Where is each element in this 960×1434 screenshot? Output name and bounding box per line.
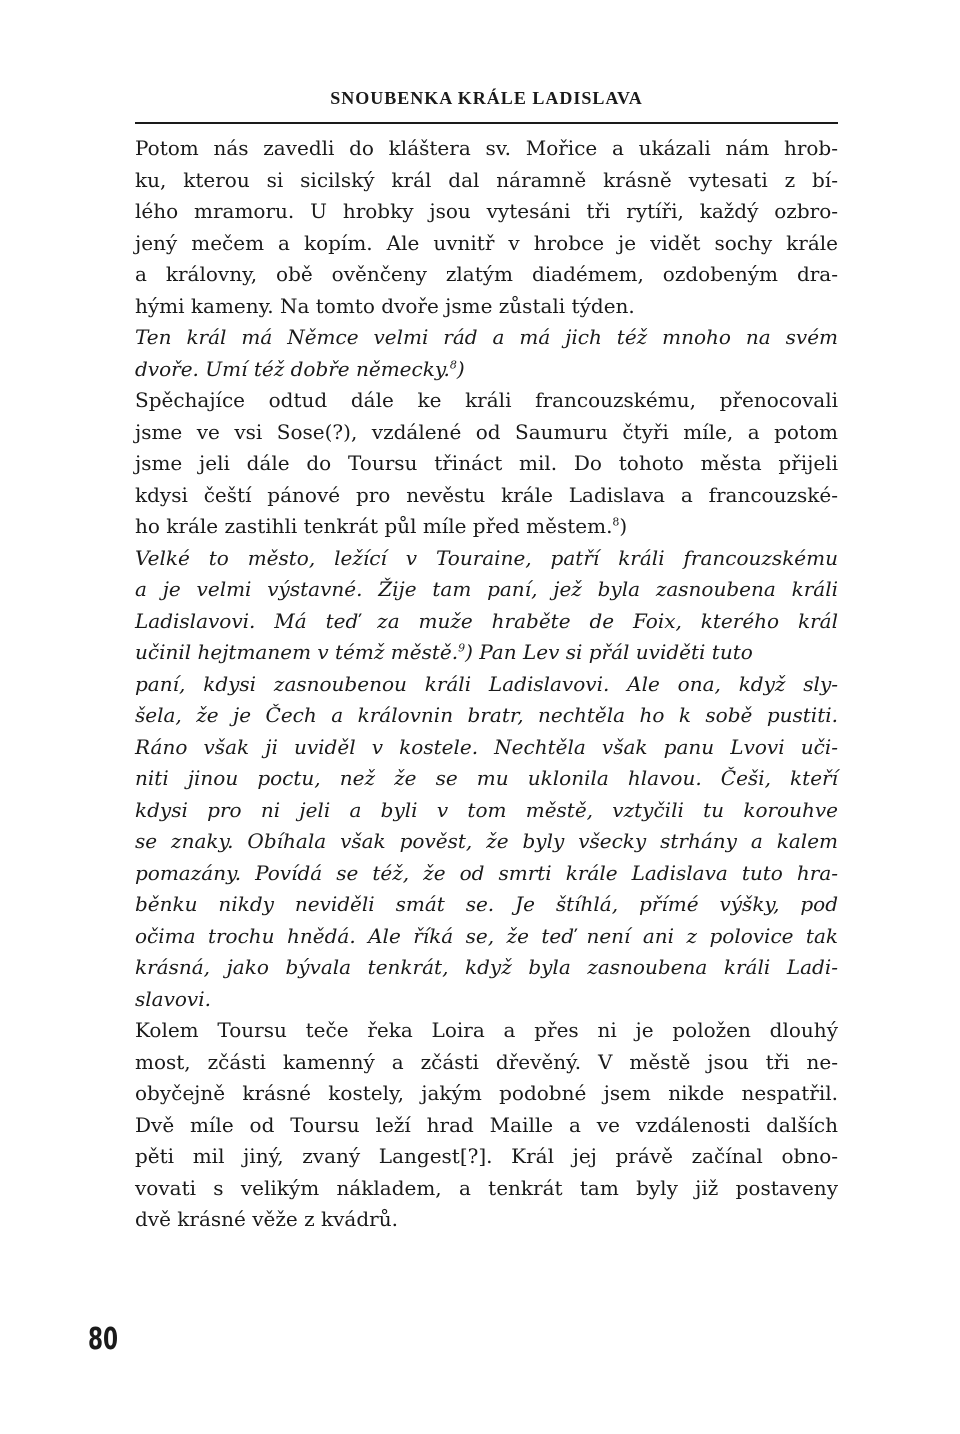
text-line <box>135 574 838 606</box>
text-line <box>135 1047 838 1079</box>
text-line-continuation: ) Pan Lev si přál uviděti tuto <box>465 640 753 664</box>
text-line-continuation: ) <box>619 514 628 538</box>
text-line-content: očima trochu hnědá. Ale říká se, že teď není ani z polovice tak <box>135 923 838 948</box>
text-line-content: ku, kterou si sicilský král dal náramně krásně vytesati z bí- <box>135 167 838 192</box>
text-line <box>135 228 838 260</box>
text-line-content: lého mramoru. U hrobky jsou vytesáni tři rytíři, každý ozbro- <box>135 199 838 223</box>
text-line-content: jsme jeli dále do Toursu třináct mil. Do tohoto města přijeli <box>135 451 838 475</box>
text-line <box>135 889 838 921</box>
footnote-mark: 8 <box>612 515 620 529</box>
text-line-content: vovati s velikým nákladem, a tenkrát tam byly již postaveny <box>135 1175 838 1200</box>
text-line <box>135 385 838 417</box>
text-line <box>135 669 838 701</box>
text-line-content: a královny, obě ověnčeny zlatým diadémem, ozdobeným dra- <box>135 262 838 286</box>
text-line-content: dvoře. Umí též dobře německy. <box>135 356 450 381</box>
text-line-content: Ladislavovi. Má teď za muže hraběte de Foix, kterého král <box>135 608 838 633</box>
text-line-content: most, zčásti kamenný a zčásti dřevěný. V městě jsou tři ne- <box>135 1049 838 1074</box>
text-line-content: učinil hejtmanem v témž městě. <box>135 640 459 664</box>
text-line-content: šela, že je Čech a královnin bratr, nechtěla ho k sobě pustiti. <box>135 703 838 727</box>
text-line-content: ho krále zastihli tenkrát půl míle před městem. <box>135 514 613 538</box>
text-line <box>135 417 838 449</box>
page-number: 80 <box>88 1322 119 1357</box>
text-line <box>135 1141 838 1173</box>
text-line-content: dvě krásné věže z kvádrů. <box>135 1207 398 1231</box>
text-line <box>135 637 838 669</box>
text-line <box>135 259 838 291</box>
text-line <box>135 1078 838 1110</box>
text-line-content: kdysi pro ni jeli a byli v tom městě, vztyčili tu korouhve <box>135 797 838 822</box>
text-line-continuation: ) <box>456 356 465 381</box>
text-line <box>135 700 838 732</box>
text-line-content: Spěchajíce odtud dále ke králi francouzskému, přenocovali <box>135 388 838 412</box>
text-line-content: krásná, jako bývala tenkrát, když byla zasnoubena králi Ladi- <box>135 955 838 979</box>
text-line-content: jený mečem a kopím. Ale uvnitř v hrobce je vidět sochy krále <box>135 230 838 255</box>
text-line <box>135 196 838 228</box>
text-line <box>135 543 838 575</box>
text-line-content: hými kameny. Na tomto dvoře jsme zůstali týden. <box>135 293 635 318</box>
text-line <box>135 984 838 1016</box>
text-line <box>135 165 838 197</box>
text-line <box>135 133 838 165</box>
text-line-content: běnku nikdy neviděli smát se. Je štíhlá, přímé výšky, pod <box>135 892 838 916</box>
footnote-mark: 9 <box>458 641 466 655</box>
text-line-content: Dvě míle od Toursu leží hrad Maille a ve vzdálenosti dalších <box>135 1112 838 1137</box>
text-line <box>135 354 838 386</box>
text-line <box>135 291 838 323</box>
text-line <box>135 1173 838 1205</box>
text-line <box>135 732 838 764</box>
running-header: SNOUBENKA KRÁLE LADISLAVA <box>330 88 643 108</box>
text-line-content: kdysi čeští pánové pro nevěstu krále Ladislava a francouzské- <box>135 482 838 507</box>
text-line <box>135 606 838 638</box>
text-line-content: paní, kdysi zasnoubenou králi Ladislavovi. Ale ona, když sly- <box>135 671 838 696</box>
text-line-content: slavovi. <box>135 986 211 1011</box>
text-line <box>135 1204 838 1236</box>
text-line <box>135 795 838 827</box>
text-line-content: Potom nás zavedli do kláštera sv. Mořice a ukázali nám hrob- <box>135 136 838 160</box>
text-line <box>135 448 838 480</box>
text-line-content: niti jinou poctu, než že se mu uklonila hlavou. Češi, kteří <box>135 766 838 790</box>
text-line-content: pomazány. Povídá se též, že od smrti krále Ladislava tuto hra- <box>135 860 838 885</box>
body-text <box>135 133 838 1236</box>
text-line-content: a je velmi výstavné. Žije tam paní, jež byla zasnoubena králi <box>135 577 838 601</box>
text-line-content: Ten král má Němce velmi rád a má jich též mnoho na svém <box>135 325 838 349</box>
text-line <box>135 952 838 984</box>
text-line-content: Kolem Toursu teče řeka Loira a přes ni je položen dlouhý <box>135 1018 838 1042</box>
text-line-content: Velké to město, ležící v Touraine, patří králi francouzskému <box>135 545 838 570</box>
text-line-content: obyčejně krásné kostely, jakým podobné jsem nikde nespatřil. <box>135 1081 838 1105</box>
text-line <box>135 511 838 543</box>
text-line <box>135 322 838 354</box>
footnote-mark: 8 <box>449 357 457 371</box>
text-line <box>135 858 838 890</box>
text-line <box>135 1015 838 1047</box>
text-line <box>135 480 838 512</box>
text-line <box>135 826 838 858</box>
header-rule <box>135 122 838 124</box>
text-line <box>135 763 838 795</box>
text-line-content: Ráno však ji uviděl v kostele. Nechtěla však panu Lvovi uči- <box>135 734 838 759</box>
text-line-content: pěti mil jiný, zvaný Langest[?]. Král jej právě začínal obno- <box>135 1144 838 1168</box>
text-line-content: jsme ve vsi Sose(?), vzdálené od Saumuru čtyři míle, a potom <box>135 419 838 444</box>
text-line <box>135 1110 838 1142</box>
text-line-content: se znaky. Obíhala však pověst, že byly všecky strhány a kalem <box>135 829 838 853</box>
text-line <box>135 921 838 953</box>
